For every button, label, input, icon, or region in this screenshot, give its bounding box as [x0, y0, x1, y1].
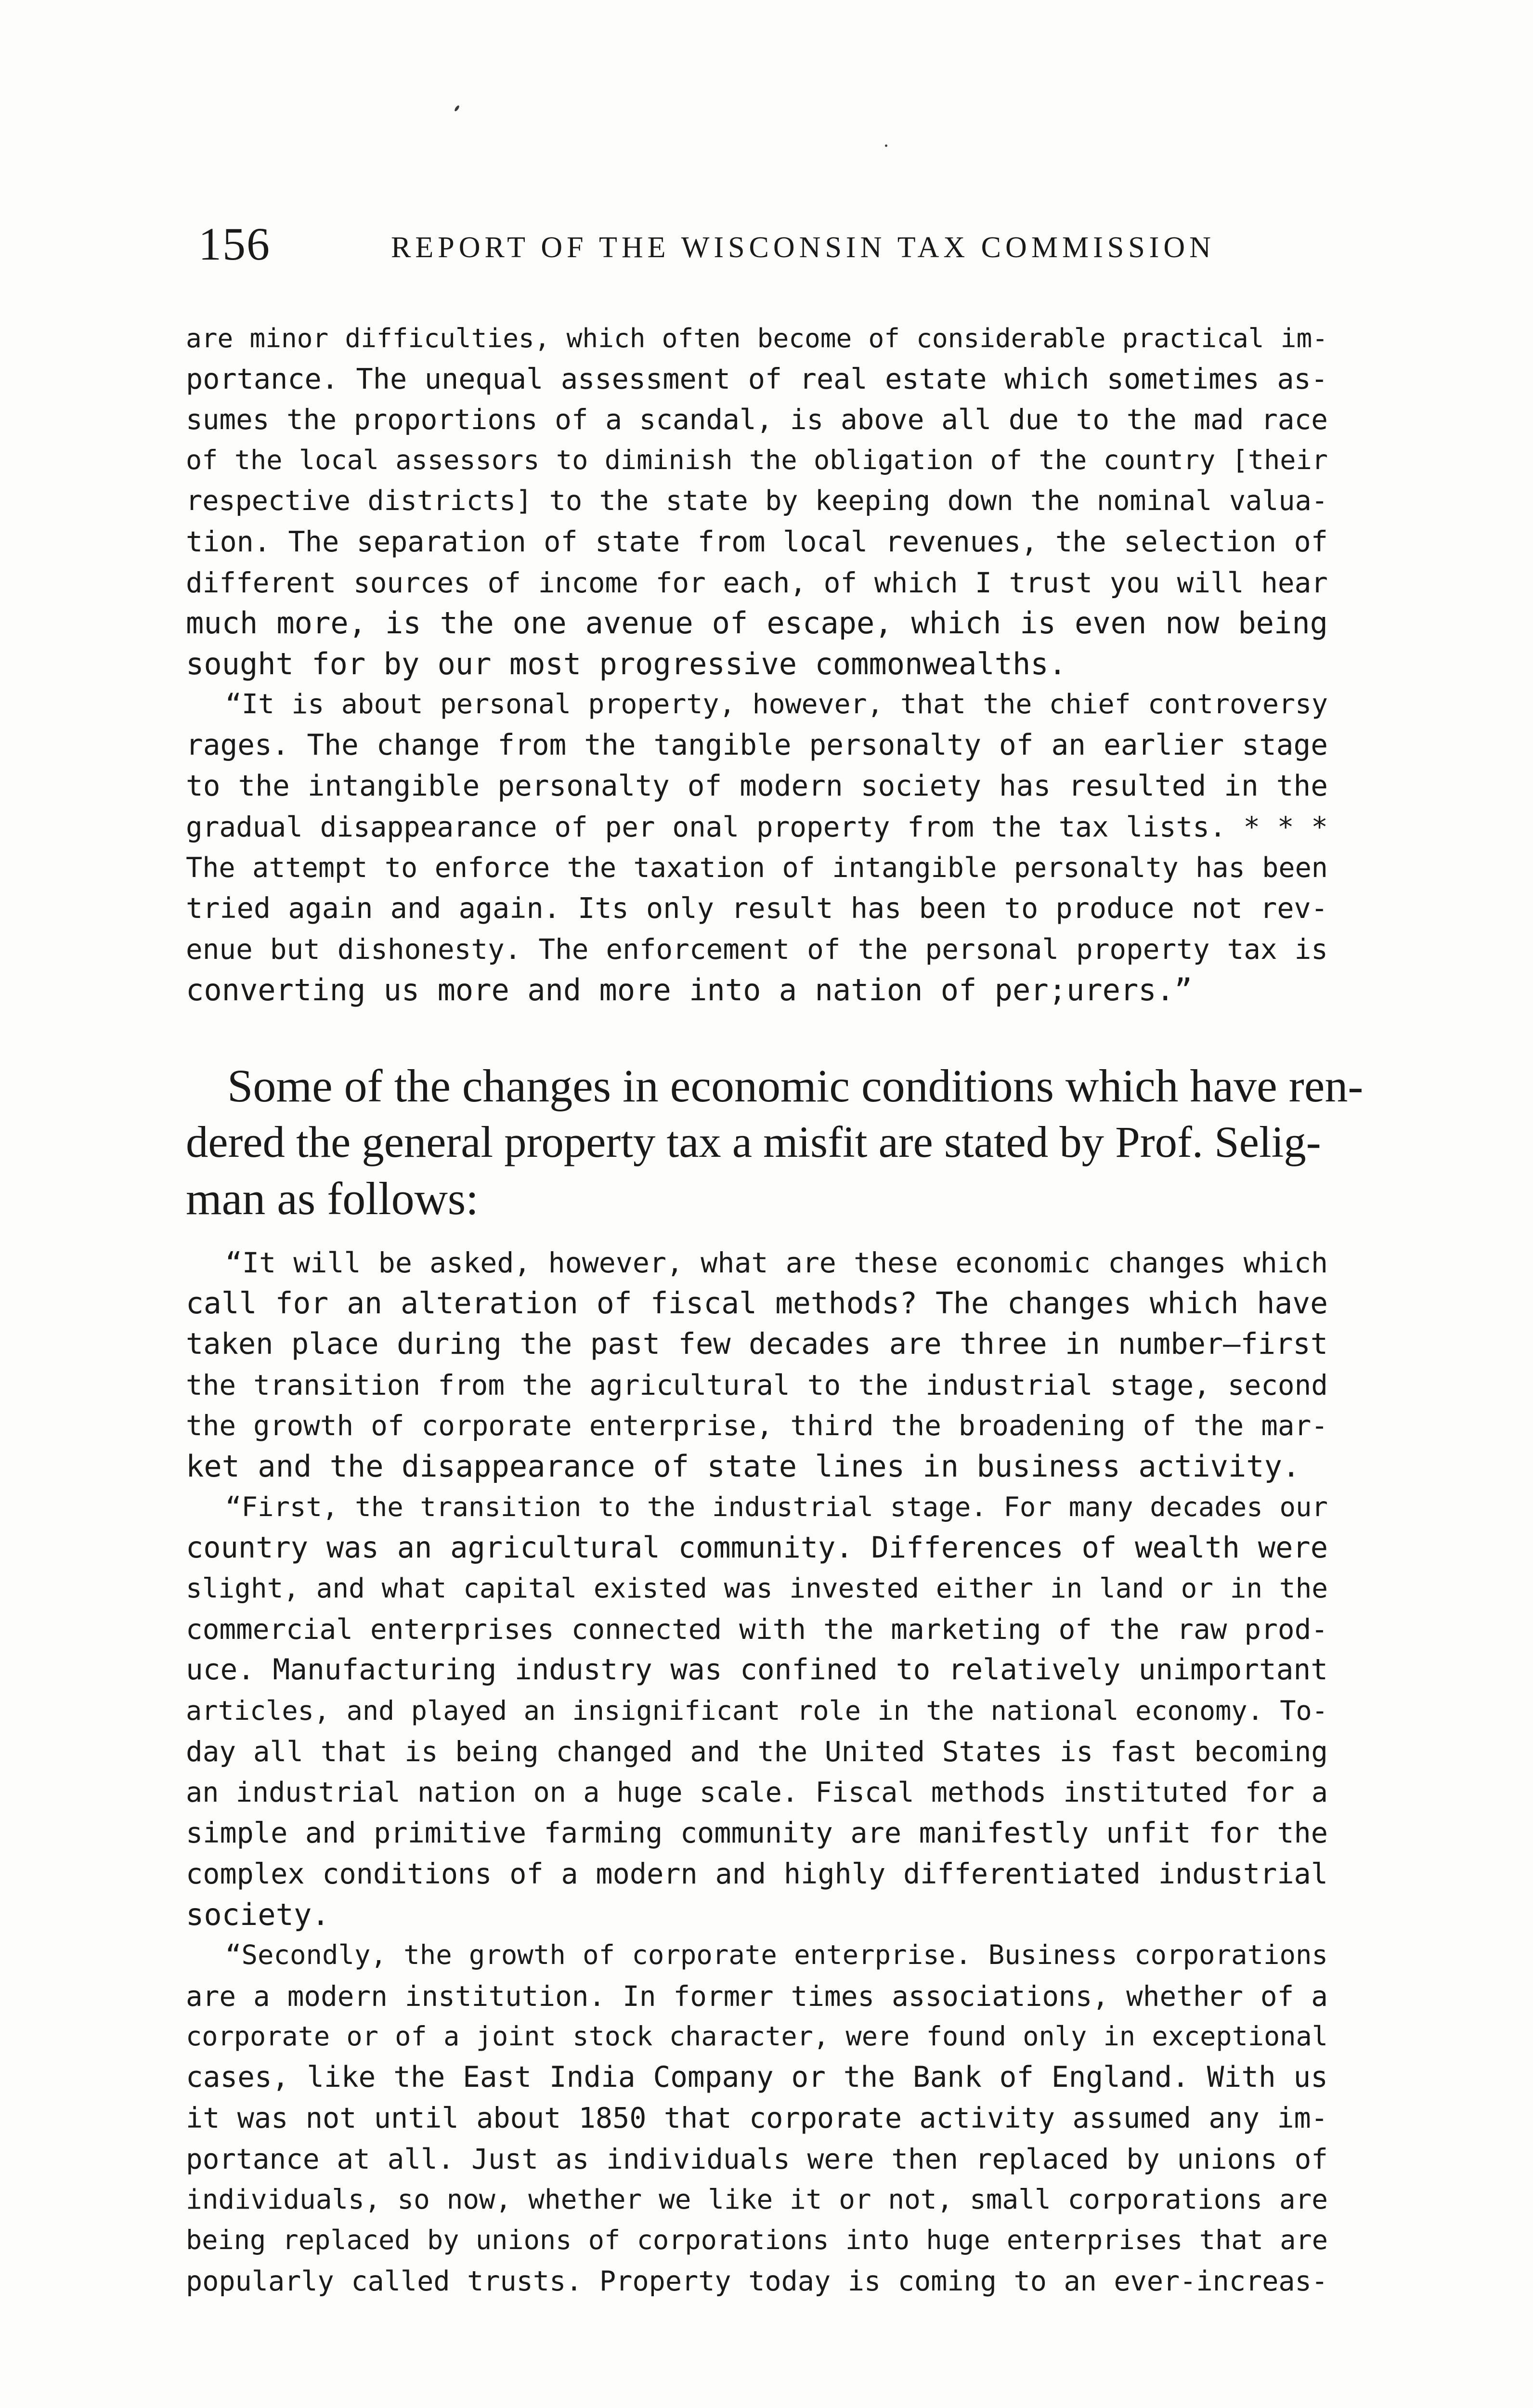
- text-line: cases, like the East India Company or the Bank of England. With us: [186, 2060, 1328, 2094]
- text-line: an industrial nation on a huge scale. Fiscal methods instituted for a: [186, 1776, 1328, 1808]
- text-line: “First, the transition to the industrial stage. For many decades our: [225, 1491, 1328, 1523]
- lead-paragraph: [186, 1058, 1364, 1227]
- text-line: sumes the proportions of a scandal, is above all due to the mad race: [186, 403, 1328, 436]
- quoted-passage-2: [186, 1243, 1328, 2302]
- text-line: tion. The separation of state from local revenues, the selection of: [186, 525, 1328, 558]
- text-line: being replaced by unions of corporations into huge enterprises that are: [186, 2225, 1328, 2256]
- text-line: slight, and what capital existed was invested either in land or in the: [186, 1572, 1328, 1604]
- text-line: are a modern institution. In former times associations, whether of a: [186, 1979, 1328, 2013]
- text-line: portance. The unequal assessment of real estate which sometimes as-: [186, 362, 1328, 395]
- quoted-passage-1: [186, 318, 1328, 1010]
- text-line: country was an agricultural community. Differences of wealth were: [186, 1531, 1328, 1565]
- text-line: taken place during the past few decades are three in number—first: [186, 1327, 1328, 1361]
- text-line: dered the general property tax a misfit are stated by Prof. Selig-: [186, 1117, 1321, 1167]
- running-head: REPORT OF THE WISCONSIN TAX COMMISSION: [391, 231, 1215, 264]
- text-line: rages. The change from the tangible personalty of an earlier stage: [186, 728, 1328, 762]
- text-line: simple and primitive farming community are manifestly unfit for the: [186, 1817, 1328, 1850]
- text-line: are minor difficulties, which often become of considerable practical im-: [186, 323, 1328, 353]
- text-line: day all that is being changed and the United States is fast becoming: [186, 1735, 1328, 1768]
- text-line: ket and the disappearance of state lines in business activity.: [186, 1448, 1300, 1484]
- text-line: gradual disappearance of per onal property from the tax lists. * * *: [186, 811, 1328, 844]
- text-line: Some of the changes in economic conditions which have ren-: [227, 1060, 1364, 1112]
- text-line: sought for by our most progressive commonwealths.: [186, 646, 1067, 681]
- text-line: “Secondly, the growth of corporate enterprise. Business corporations: [225, 1939, 1328, 1971]
- text-line: it was not until about 1850 that corporate activity assumed any im-: [186, 2102, 1328, 2135]
- text-line: “It is about personal property, however, that the chief controversy: [225, 689, 1328, 720]
- text-line: complex conditions of a modern and highly differentiated industrial: [186, 1857, 1328, 1890]
- text-line: individuals, so now, whether we like it or not, small corporations are: [186, 2184, 1328, 2215]
- text-line: converting us more and more into a nation of per;urers.”: [186, 972, 1193, 1008]
- page-header: [198, 218, 1335, 275]
- text-line: enue but dishonesty. The enforcement of the personal property tax is: [186, 932, 1328, 966]
- text-line: society.: [186, 1897, 330, 1932]
- text-line: commercial enterprises connected with the marketing of the raw prod-: [186, 1613, 1328, 1646]
- text-line: popularly called trusts. Property today is coming to an ever-increas-: [186, 2265, 1328, 2297]
- text-line: call for an alteration of fiscal methods? The changes which have: [186, 1286, 1328, 1321]
- text-line: much more, is the one avenue of escape, which is even now being: [186, 605, 1328, 641]
- text-line: “It will be asked, however, what are these economic changes which: [225, 1246, 1328, 1279]
- text-line: uce. Manufacturing industry was confined to relatively unimportant: [186, 1653, 1328, 1687]
- text-line: the growth of corporate enterprise, third the broadening of the mar-: [186, 1409, 1328, 1442]
- text-line: portance at all. Just as individuals were then replaced by unions of: [186, 2143, 1328, 2176]
- text-line: tried again and again. Its only result has been to produce not rev-: [186, 892, 1328, 925]
- text-line: the transition from the agricultural to the industrial stage, second: [186, 1368, 1328, 1401]
- text-line: The attempt to enforce the taxation of intangible personalty has been: [186, 851, 1328, 884]
- page-number: 156: [198, 218, 271, 270]
- text-line: articles, and played an insignificant role in the national economy. To-: [186, 1695, 1328, 1727]
- scan-speck: [454, 105, 460, 112]
- text-line: to the intangible personalty of modern society has resulted in the: [186, 769, 1328, 803]
- scan-speck: [885, 144, 887, 147]
- text-line: respective districts] to the state by keeping down the nominal valua-: [186, 485, 1328, 517]
- text-line: corporate or of a joint stock character, were found only in exceptional: [186, 2021, 1328, 2053]
- text-line: of the local assessors to diminish the obligation of the country [their: [186, 445, 1328, 476]
- text-line: different sources of income for each, of which I trust you will hear: [186, 566, 1328, 599]
- text-line: man as follows:: [186, 1173, 479, 1224]
